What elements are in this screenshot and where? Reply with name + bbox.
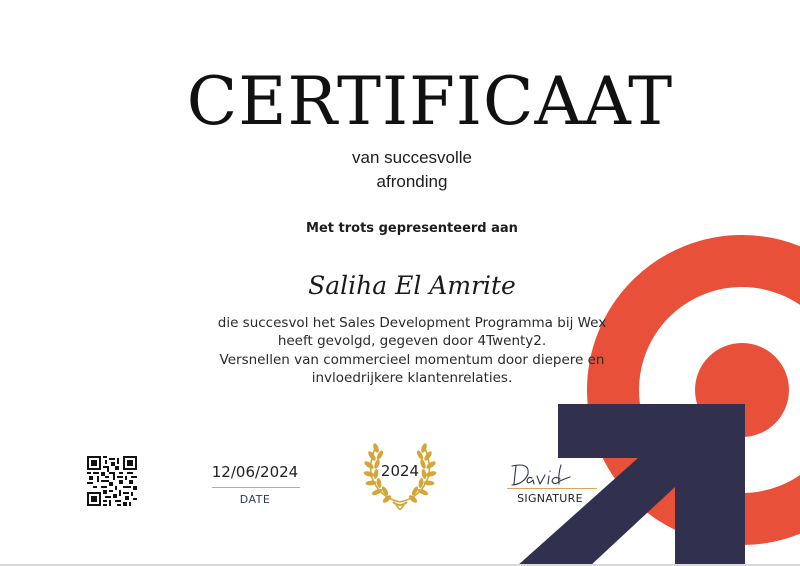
certificate-title: CERTIFICAAT [186, 63, 674, 140]
handwritten-signature [506, 458, 576, 490]
recipient-name: Saliha El Amrite [308, 271, 516, 300]
subtitle-line-1: van succesvolle [351, 148, 472, 167]
certificate-subtitle [312, 146, 512, 194]
year-badge: 2024 [380, 462, 420, 480]
issue-date: 12/06/2024 [211, 463, 299, 481]
presented-to-label: Met trots gepresenteerd aan [306, 221, 518, 236]
description-line: Versnellen van commercieel momentum door diepere en [219, 351, 605, 368]
date-divider [212, 487, 300, 488]
description-line: heeft gevolgd, gegeven door 4Twenty2. [277, 333, 547, 350]
certificate-description [182, 314, 642, 387]
signature-divider [507, 488, 597, 489]
description-line: invloedrijkere klantenrelaties. [311, 369, 513, 386]
date-label: DATE [239, 493, 271, 506]
subtitle-line-2: afronding [376, 172, 448, 191]
signature-label: SIGNATURE [517, 492, 583, 505]
description-line: die succesvol het Sales Development Programma bij Wex [217, 315, 607, 331]
qr-code-icon [87, 456, 137, 506]
